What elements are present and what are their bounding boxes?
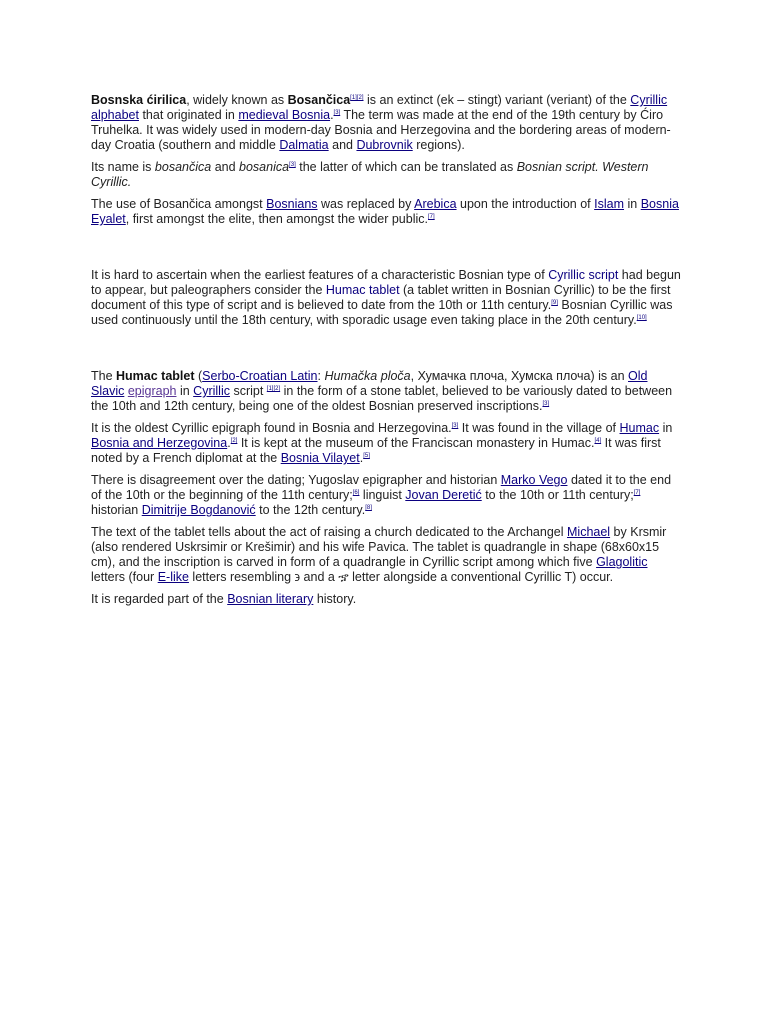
text: ( xyxy=(194,369,203,383)
text: . xyxy=(359,451,364,465)
paragraph-history xyxy=(91,268,681,328)
paragraph-intro xyxy=(91,93,681,153)
text: There is disagreement over the dating; Yugoslav epigrapher and historian xyxy=(91,473,501,487)
paragraph-dating xyxy=(91,473,681,518)
text: to the 10th or 11th century; xyxy=(481,488,634,502)
link-arebica[interactable]: Arebica xyxy=(414,197,457,211)
text: , first amongst the elite, then amongst the wider public. xyxy=(125,212,428,226)
link-michael[interactable]: Michael xyxy=(567,525,611,539)
citation-ref[interactable]: [3] xyxy=(451,423,459,429)
link-e-like[interactable]: E-like xyxy=(157,570,189,584)
citation-ref[interactable]: [9] xyxy=(551,300,558,306)
text: The term was made at the end of the 19th century by Ćiro Truhelka. It was widely used in modern-day Bosnia and Herzegovina and the bordering areas of modern-day Croatia (southern and middle xyxy=(91,108,671,152)
text: : xyxy=(317,369,325,383)
text: The text of the tablet tells about the act of raising a church dedicated to the Archangel xyxy=(91,525,567,539)
link-bosnian-literary[interactable]: Bosnian literary xyxy=(227,592,314,606)
link-old-slavic[interactable]: Old Slavic xyxy=(91,369,648,398)
citation-ref[interactable]: [2] xyxy=(230,438,238,444)
citation-ref[interactable]: [6] xyxy=(352,490,360,496)
text: to the 12th century. xyxy=(255,503,366,517)
text: historian xyxy=(91,503,142,517)
paragraph-oldest-epigraph xyxy=(91,421,681,466)
citation-ref[interactable]: [10] xyxy=(636,315,647,321)
citation-ref[interactable]: [1][2] xyxy=(266,386,281,392)
link-medieval-bosnia[interactable]: medieval Bosnia xyxy=(238,108,331,122)
link-epigraph[interactable]: epigraph xyxy=(127,384,177,398)
text: upon the introduction of xyxy=(456,197,595,211)
citation-ref[interactable]: [7] xyxy=(428,214,435,220)
article-body xyxy=(91,93,681,614)
paragraph-replacement xyxy=(91,197,681,227)
link-dimitrije-bogdanovic[interactable]: Dimitrije Bogdanović xyxy=(141,503,256,517)
text: It was found in the village of xyxy=(458,421,620,435)
text: that originated in xyxy=(138,108,239,122)
paragraph-literary xyxy=(91,592,681,607)
citation-ref[interactable]: [3] xyxy=(333,110,341,116)
link-bosnia-vilayet[interactable]: Bosnia Vilayet xyxy=(280,451,360,465)
text: , widely known as xyxy=(186,93,288,107)
text: Its name is xyxy=(91,160,155,174)
link-cyrillic-script[interactable]: Cyrillic script xyxy=(548,268,619,282)
term-humacka-ploca: Humačka ploča xyxy=(324,369,411,383)
text: It is the oldest Cyrillic epigraph found in Bosnia and Herzegovina. xyxy=(91,421,452,435)
text: letters resembling ϶ and a ኇ letter alongside a conventional Cyrillic T) occur. xyxy=(188,570,614,584)
term-bosancica: Bosančica xyxy=(287,93,351,107)
citation-ref[interactable]: [3] xyxy=(542,401,550,407)
link-bosnia-eyalet[interactable]: Bosnia Eyalet xyxy=(91,197,679,226)
link-cyrillic[interactable]: Cyrillic xyxy=(193,384,230,398)
term-bosnska-cirilica: Bosnska ćirilica xyxy=(91,93,187,107)
citation-ref[interactable]: [8] xyxy=(365,505,372,511)
citation-ref[interactable]: [3] xyxy=(289,162,296,168)
text: by Krsmir (also rendered Uskrsimir or Krešimir) and his wife Pavica. The tablet is quadrangle in shape (68x60x15 cm), and the inscription is carved in form of a quadrangle in Cyrillic script among which five xyxy=(91,525,667,569)
citation-ref[interactable]: [4] xyxy=(594,438,602,444)
term-bosancica-italic: bosančica xyxy=(154,160,212,174)
text: history. xyxy=(313,592,357,606)
citation-ref[interactable]: [5] xyxy=(363,453,370,459)
paragraph-name xyxy=(91,160,681,190)
paragraph-tablet-text xyxy=(91,525,681,585)
text: script xyxy=(229,384,267,398)
text: It is kept at the museum of the Franciscan monastery in Humac. xyxy=(237,436,595,450)
term-humac-tablet: Humac tablet xyxy=(116,369,195,383)
paragraph-humac-intro xyxy=(91,369,681,414)
text: linguist xyxy=(359,488,406,502)
citation-ref[interactable]: [7] xyxy=(633,490,641,496)
link-islam[interactable]: Islam xyxy=(594,197,625,211)
link-bosnia-and-herzegovina[interactable]: Bosnia and Herzegovina xyxy=(91,436,228,450)
text: Bosnian Cyrillic was used continuously until the 18th century, with sporadic usage even taking place in the 20th century. xyxy=(91,298,673,327)
link-dalmatia[interactable]: Dalmatia xyxy=(279,138,329,152)
text: and xyxy=(211,160,240,174)
text: the latter of which can be translated as xyxy=(295,160,517,174)
text: regions). xyxy=(412,138,465,152)
link-cyrillic-alphabet[interactable]: Cyrillic alphabet xyxy=(91,93,668,122)
text: , Хумачка плоча, Хумска плоча) is an xyxy=(410,369,629,383)
text: in the form of a stone tablet, believed to be variously dated to between the 10th and 12th century, being one of the oldest Bosnian preserved inscriptions. xyxy=(91,384,673,413)
text: in xyxy=(624,197,641,211)
text: and xyxy=(328,138,357,152)
text: . xyxy=(330,108,334,122)
text: in xyxy=(659,421,673,435)
link-humac[interactable]: Humac xyxy=(619,421,660,435)
link-bosnians[interactable]: Bosnians xyxy=(266,197,318,211)
text: The use of Bosančica amongst xyxy=(91,197,267,211)
text: letters (four xyxy=(91,570,158,584)
link-dubrovnik[interactable]: Dubrovnik xyxy=(356,138,413,152)
link-jovan-deretic[interactable]: Jovan Deretić xyxy=(405,488,482,502)
text: had begun to appear, but paleographers consider the xyxy=(91,268,681,297)
text: is an extinct (ek – stingt) variant (veriant) of the xyxy=(363,93,631,107)
text: It was first noted by a French diplomat at the xyxy=(91,436,661,465)
citation-ref[interactable]: [1][2] xyxy=(350,95,364,101)
text: was replaced by xyxy=(317,197,415,211)
text: in xyxy=(176,384,194,398)
text: (a tablet written in Bosnian Cyrillic) to be the first document of this type of script and is believed to date from the 10th or 11th century. xyxy=(91,283,671,312)
link-serbo-croatian-latin[interactable]: Serbo-Croatian Latin xyxy=(202,369,318,383)
text: It is hard to ascertain when the earliest features of a characteristic Bosnian type of xyxy=(91,268,549,282)
term-bosnian-script-italic: Bosnian script. Western Cyrillic. xyxy=(91,160,649,189)
text: It is regarded part of the xyxy=(91,592,228,606)
term-bosanica-italic: bosanica xyxy=(239,160,290,174)
text: The xyxy=(91,369,117,383)
link-marko-vego[interactable]: Marko Vego xyxy=(500,473,568,487)
text: . xyxy=(227,436,231,450)
text: dated it to the end of the 10th or the beginning of the 11th century; xyxy=(91,473,672,502)
link-glagolitic[interactable]: Glagolitic xyxy=(596,555,648,569)
link-humac-tablet[interactable]: Humac tablet xyxy=(325,283,400,297)
